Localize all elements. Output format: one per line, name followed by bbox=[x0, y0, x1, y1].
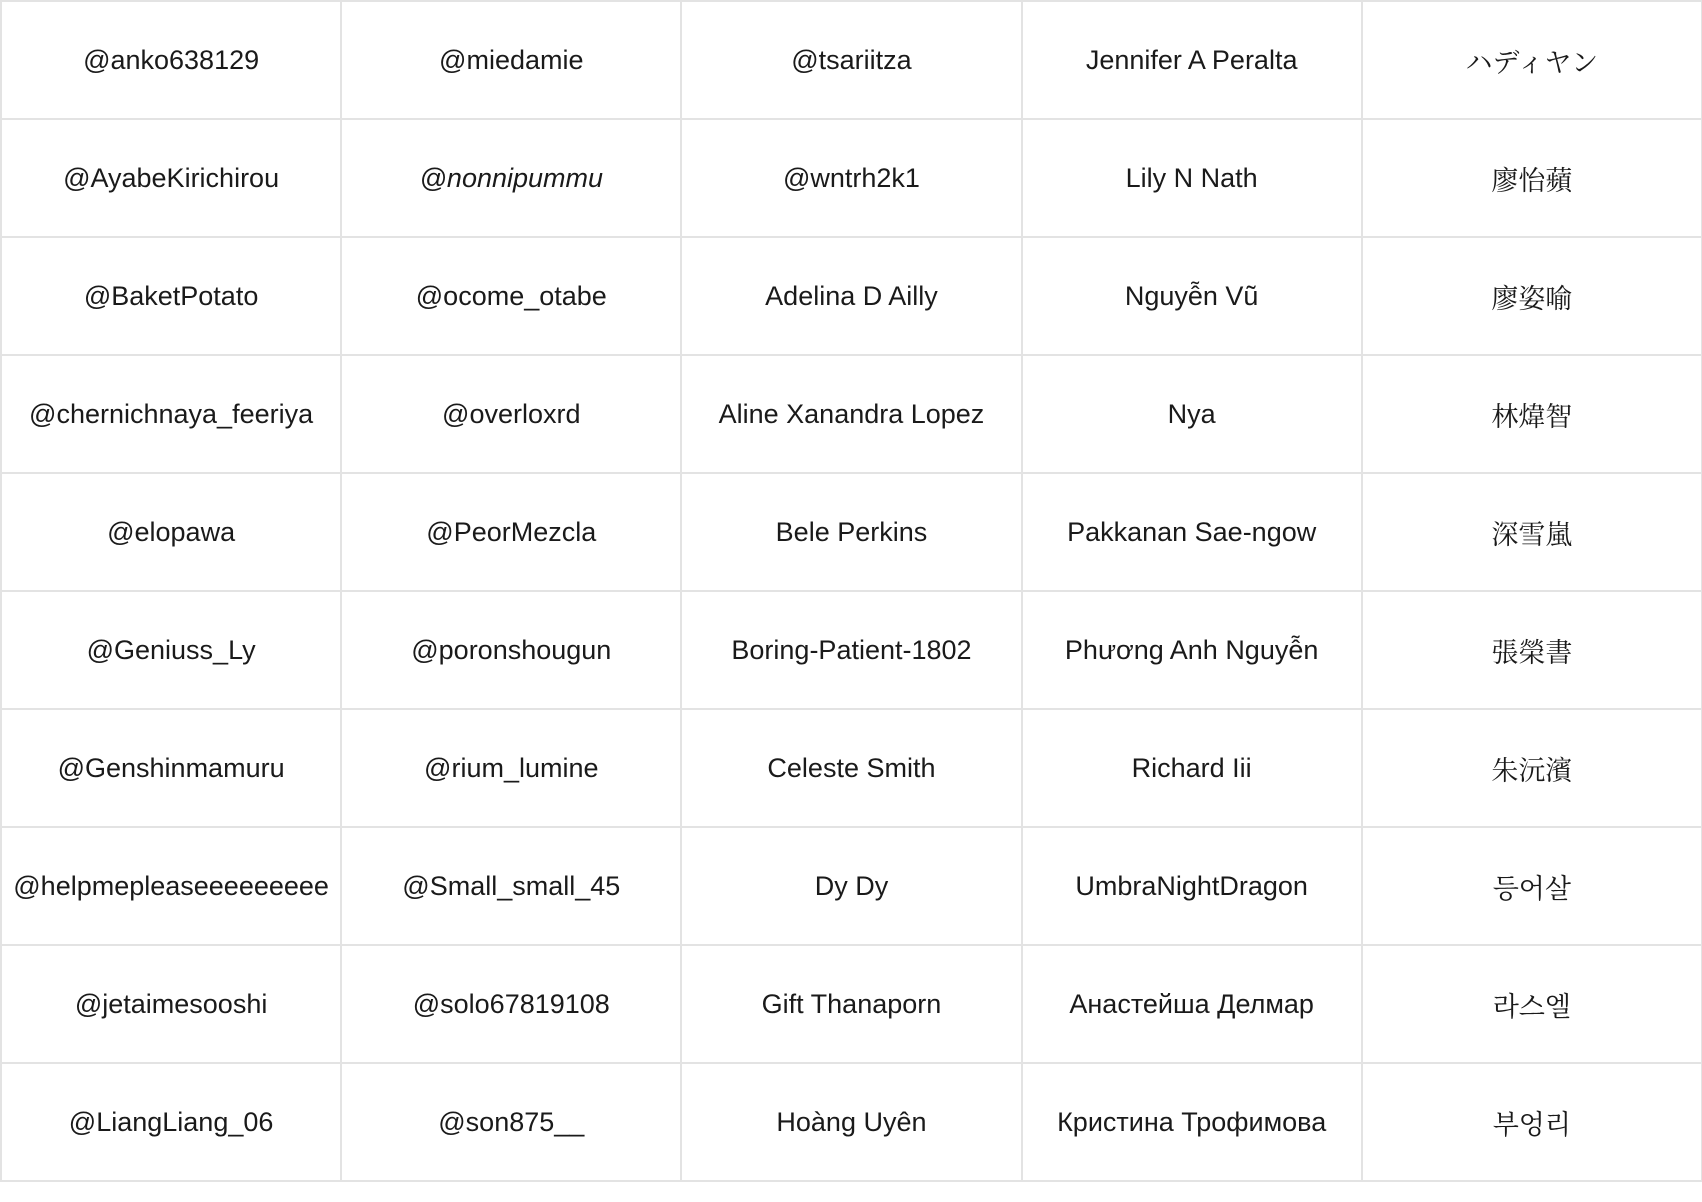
table-cell: Aline Xanandra Lopez bbox=[681, 355, 1021, 473]
table-cell: @tsariitza bbox=[681, 1, 1021, 119]
table-cell: @helpmepleaseeeeeeeee bbox=[1, 827, 341, 945]
table-row bbox=[1, 945, 1702, 1063]
table-cell: @Geniuss_Ly bbox=[1, 591, 341, 709]
table-cell: Boring-Patient-1802 bbox=[681, 591, 1021, 709]
table-cell: 등어살 bbox=[1362, 827, 1702, 945]
table-cell: 부엉리 bbox=[1362, 1063, 1702, 1181]
table-cell: 廖姿喻 bbox=[1362, 237, 1702, 355]
table-cell: UmbraNightDragon bbox=[1022, 827, 1362, 945]
table-row bbox=[1, 591, 1702, 709]
table-cell: @BaketPotato bbox=[1, 237, 341, 355]
table-cell: @wntrh2k1 bbox=[681, 119, 1021, 237]
table-cell: Pakkanan Sae-ngow bbox=[1022, 473, 1362, 591]
table-cell: Hoàng Uyên bbox=[681, 1063, 1021, 1181]
table-row bbox=[1, 709, 1702, 827]
table-cell: Adelina D Ailly bbox=[681, 237, 1021, 355]
table-cell: @elopawa bbox=[1, 473, 341, 591]
table-cell: Lily N Nath bbox=[1022, 119, 1362, 237]
table-cell: @rium_lumine bbox=[341, 709, 681, 827]
table-row bbox=[1, 355, 1702, 473]
table-cell: 朱沅濱 bbox=[1362, 709, 1702, 827]
table-row bbox=[1, 827, 1702, 945]
table-cell: @PeorMezcla bbox=[341, 473, 681, 591]
table-row bbox=[1, 119, 1702, 237]
table-cell: Richard Iii bbox=[1022, 709, 1362, 827]
table-cell: Кристина Трофимова bbox=[1022, 1063, 1362, 1181]
table-cell: 張榮書 bbox=[1362, 591, 1702, 709]
table-cell: Jennifer A Peralta bbox=[1022, 1, 1362, 119]
table-cell: @ocome_otabe bbox=[341, 237, 681, 355]
table-cell: Gift Thanaporn bbox=[681, 945, 1021, 1063]
table-cell: @Small_small_45 bbox=[341, 827, 681, 945]
table-cell: Phương Anh Nguyễn bbox=[1022, 591, 1362, 709]
table-cell: Анастейша Делмар bbox=[1022, 945, 1362, 1063]
table-cell: 林煒智 bbox=[1362, 355, 1702, 473]
table-cell: ハディヤン bbox=[1362, 1, 1702, 119]
table-cell: @jetaimesooshi bbox=[1, 945, 341, 1063]
table-cell: @son875__ bbox=[341, 1063, 681, 1181]
table-cell: Bele Perkins bbox=[681, 473, 1021, 591]
table-cell: @LiangLiang_06 bbox=[1, 1063, 341, 1181]
table-cell: Nguyễn Vũ bbox=[1022, 237, 1362, 355]
table-row bbox=[1, 237, 1702, 355]
table-cell: 라스엘 bbox=[1362, 945, 1702, 1063]
table-row bbox=[1, 1063, 1702, 1181]
table-cell: 廖怡蘋 bbox=[1362, 119, 1702, 237]
table-cell: @miedamie bbox=[341, 1, 681, 119]
table-cell: Nya bbox=[1022, 355, 1362, 473]
table-cell: @anko638129 bbox=[1, 1, 341, 119]
table-cell: 深雪嵐 bbox=[1362, 473, 1702, 591]
table-cell: @nonnipummu bbox=[341, 119, 681, 237]
table-row bbox=[1, 1, 1702, 119]
table-cell: @Genshinmamuru bbox=[1, 709, 341, 827]
table-cell: @overloxrd bbox=[341, 355, 681, 473]
table-cell: @AyabeKirichirou bbox=[1, 119, 341, 237]
table-cell: @poronshougun bbox=[341, 591, 681, 709]
table-row bbox=[1, 473, 1702, 591]
table-cell: @chernichnaya_feeriya bbox=[1, 355, 341, 473]
table-cell: @solo67819108 bbox=[341, 945, 681, 1063]
table-cell: Celeste Smith bbox=[681, 709, 1021, 827]
table-cell: Dy Dy bbox=[681, 827, 1021, 945]
